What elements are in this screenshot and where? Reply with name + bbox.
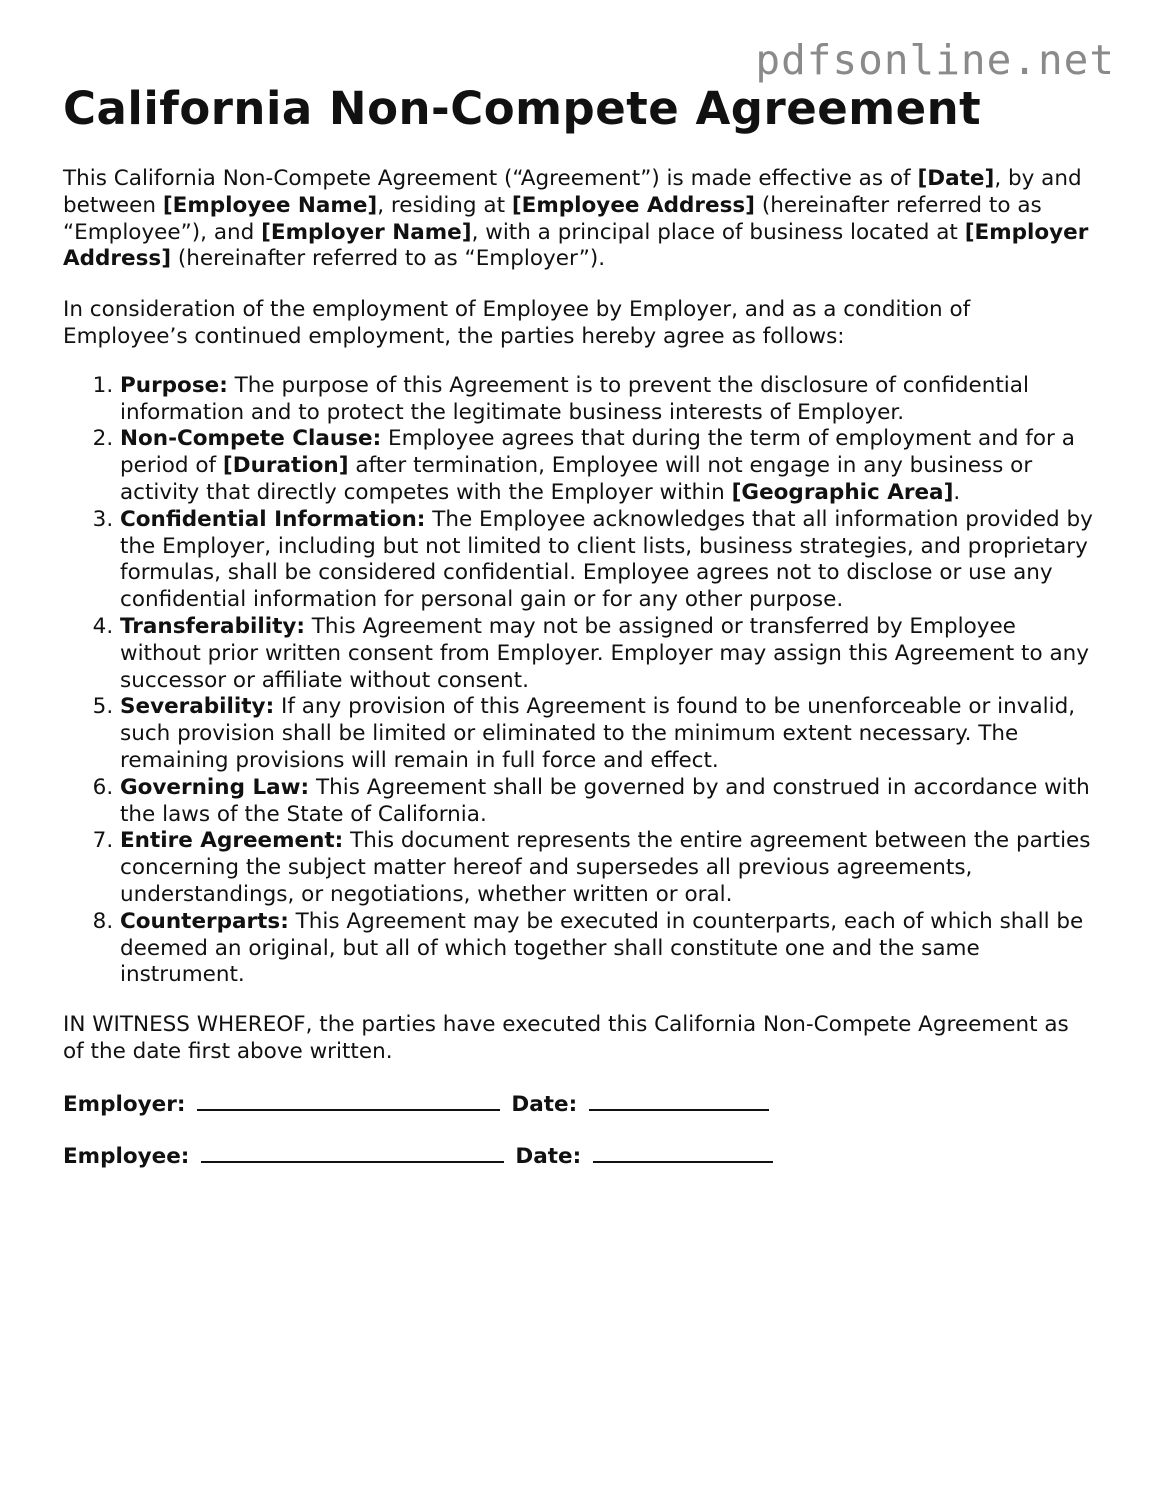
consideration-paragraph: In consideration of the employment of Employee by Employer, and as a condition of Employee’s continued employment, the parties hereby agree as follows: [63,297,971,349]
geographic-area-placeholder: [Geographic Area] [731,479,954,505]
duration-placeholder: [Duration] [222,453,349,479]
intro-paragraph: This California Non-Compete Agreement (“Agreement”) is made effective as of [Date], by and between [Employee Name], residing at [Employee Address] (hereinafter referred to as “Employee”), and [Employer Name], with a principal place of business located at [Employer Address] (hereinafter referred to as “Employer”). [63,166,1089,272]
clause-transferability: 4. Transferability: This Agreement may not be assigned or transferred by Employee without prior written consent from Employer. Employer may assign this Agreement to any successor or affiliate without consent. [120,614,1093,694]
employer-address-placeholder: [Employer Address] [63,219,1089,272]
clause-severability: 5. Severability: If any provision of this Agreement is found to be unenforceable or invalid, such provision shall be limited or eliminated to the minimum extent necessary. The remaining provisions will remain in full force and effect. [120,694,1093,774]
clause-counterparts: 8. Counterparts: This Agreement may be executed in counterparts, each of which shall be deemed an original, but all of which together shall constitute one and the same instrument. [120,909,1093,989]
clause-governing-law: 6. Governing Law: This Agreement shall be governed by and construed in accordance with the laws of the State of California. [120,775,1093,829]
employer-name-placeholder: [Employer Name] [261,219,472,245]
employer-signature-field[interactable] [197,1089,500,1111]
employer-date-field[interactable] [589,1089,769,1111]
date-placeholder: [Date] [917,166,995,191]
employee-label: Employee: [63,1143,190,1169]
employer-signature-line [63,1089,1093,1119]
clause-confidential-information: 3. Confidential Information: The Employee acknowledges that all information provided by the Employer, including but not limited to client lists, business strategies, and proprietary formulas, shall be considered confidential. Employee agrees not to disclose or use any confidential information for personal gain or for any other purpose. [120,507,1093,614]
clause-non-compete: 2. Non-Compete Clause: Employee agrees that during the term of employment and for a period of [Duration] after termination, Employee will not engage in any business or activity that directly competes with the Employer within [Geographic Area]. [120,426,1093,506]
employee-address-placeholder: [Employee Address] [511,192,755,218]
employee-signature-line [63,1141,1093,1171]
clause-entire-agreement: 7. Entire Agreement: This document represents the entire agreement between the parties concerning the subject matter hereof and supersedes all previous agreements, understandings, or negotiations, whether written or oral. [120,828,1093,908]
document-page [63,83,1093,1170]
employee-date-label: Date: [515,1143,582,1169]
employee-signature-field[interactable] [201,1141,504,1163]
employer-date-label: Date: [511,1091,578,1117]
document-title: California Non-Compete Agreement [63,82,982,135]
clause-list [63,373,1093,989]
witness-paragraph: IN WITNESS WHEREOF, the parties have executed this California Non-Compete Agreement as of the date first above written. [63,1012,1069,1064]
employer-label: Employer: [63,1091,186,1117]
clause-purpose: 1. Purpose: The purpose of this Agreement is to prevent the disclosure of confidential information and to protect the legitimate business interests of Employer. [120,373,1093,427]
employee-name-placeholder: [Employee Name] [162,192,378,218]
employee-date-field[interactable] [593,1141,773,1163]
watermark-text: pdfsonline.net [755,36,1115,84]
